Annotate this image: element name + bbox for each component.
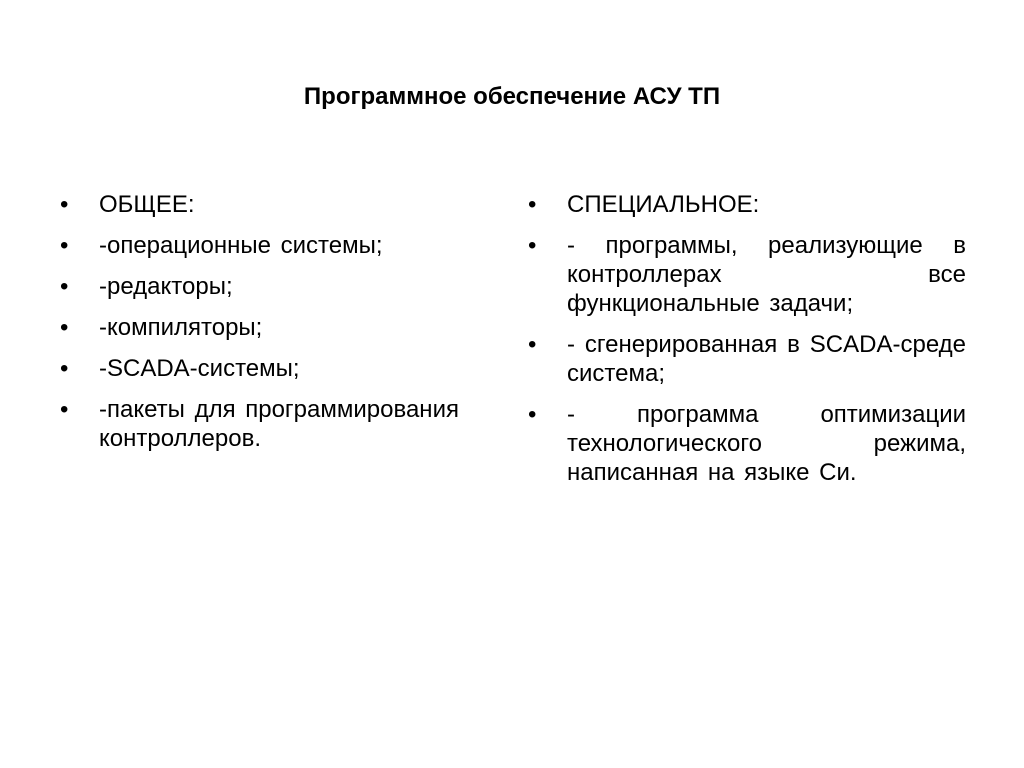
list-item	[60, 354, 460, 383]
bullet-icon: •	[60, 314, 69, 341]
list-item-text: -редакторы;	[99, 273, 233, 300]
bullet-icon: •	[60, 273, 69, 300]
list-item-text: -SCADA-системы;	[99, 355, 300, 382]
list-item-text: ОБЩЕЕ:	[99, 191, 195, 218]
list-item-text: - сгенерированная в SCADA-среде система;	[567, 331, 966, 387]
list-item	[60, 272, 460, 301]
list-item-text: - программы, реализующие в контроллерах все функциональные задачи;	[567, 232, 966, 317]
list-item	[60, 313, 460, 342]
bullet-icon: •	[528, 401, 537, 428]
list-item	[60, 190, 460, 219]
right-column-list	[528, 190, 966, 499]
left-column-list	[60, 190, 460, 465]
bullet-icon: •	[528, 232, 537, 259]
bullet-icon: •	[60, 355, 69, 382]
list-item-text: СПЕЦИАЛЬНОЕ:	[567, 191, 760, 218]
bullet-icon: •	[60, 396, 69, 423]
slide-title: Программное обеспечение АСУ ТП	[303, 83, 721, 110]
list-item-text: -компиляторы;	[99, 314, 263, 341]
list-item-text: - программа оптимизации технологического режима, написанная на языке Си.	[567, 401, 966, 486]
bullet-icon: •	[528, 191, 537, 218]
list-item	[528, 330, 966, 388]
list-item	[60, 395, 460, 453]
list-item	[528, 400, 966, 487]
list-item	[528, 190, 966, 219]
list-item	[60, 231, 460, 260]
bullet-icon: •	[60, 191, 69, 218]
list-item-text: -операционные системы;	[99, 232, 383, 259]
list-item-text: -пакеты для программирования контроллеров.	[99, 396, 459, 452]
bullet-icon: •	[528, 331, 537, 358]
list-item	[528, 231, 966, 318]
bullet-icon: •	[60, 232, 69, 259]
